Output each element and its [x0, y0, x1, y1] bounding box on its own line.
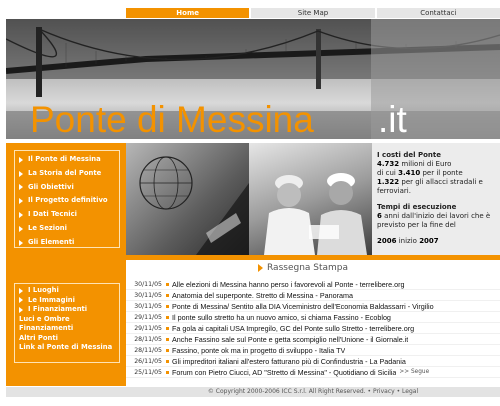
news-row[interactable]: 29/11/05 Il ponte sullo stretto ha un nuovo amico, si chiama Fassino - Ecoblog — [126, 312, 500, 323]
workers-photo — [249, 143, 372, 255]
menu-item[interactable] — [19, 286, 115, 296]
menu-item[interactable] — [19, 296, 115, 306]
more-link[interactable]: >> Segue — [399, 369, 430, 375]
news-link[interactable]: Anatomia del superponte. Stretto di Messina - Panorama — [172, 290, 353, 300]
menu-item-label: Il Progetto definitivo — [28, 196, 108, 205]
secondary-menu — [14, 283, 120, 363]
arrow-icon — [19, 288, 23, 294]
orange-separator — [126, 255, 500, 260]
news-link[interactable]: Anche Fassino sale sul Ponte e getta scompiglio nell'Unione - il Giornale.it — [172, 334, 409, 344]
footer: © Copyright 2000-2006 ICC S.r.l. All Right Reserved. • Privacy • Legal — [6, 387, 500, 397]
news-link[interactable]: Alle elezioni di Messina hanno perso i favorevoli al Ponte - terrelibere.org — [172, 279, 405, 289]
news-row[interactable]: 28/11/05 Anche Fassino sale sul Ponte e getta scompiglio nell'Unione - il Giornale.it — [126, 334, 500, 345]
menu-item[interactable] — [19, 324, 115, 334]
time-heading: Tempi di esecuzione — [377, 203, 457, 211]
news-row[interactable]: 30/11/05 Ponte di Messina/ Sentito alla DIA Viceministro dell'Economia Baldassarri - Virgilio — [126, 301, 500, 312]
costs-total: 4.732 milioni di Euro — [377, 160, 452, 168]
news-link[interactable]: Fassino, ponte ok ma in progetto di sviluppo - Italia TV — [172, 345, 346, 355]
news-link[interactable]: Il ponte sullo stretto ha un nuovo amico, si chiama Fassino - Ecoblog — [172, 312, 391, 322]
menu-item[interactable] — [19, 208, 115, 222]
news-list — [126, 279, 500, 378]
menu-item-label: La Storia del Ponte — [28, 168, 102, 177]
arrow-icon — [19, 226, 23, 232]
bullet-icon — [166, 371, 169, 374]
hero-title: Ponte di Messina — [30, 99, 314, 139]
hero-tld: .it — [378, 99, 407, 139]
arrow-icon — [19, 297, 23, 303]
news-link[interactable]: Fa gola ai capitali USA Impregilo, GC del Ponte sullo Stretto - terrelibere.org — [172, 323, 415, 333]
top-nav — [126, 8, 500, 19]
tab-home[interactable]: Home — [126, 8, 251, 18]
menu-item-label: Altri Ponti — [19, 333, 58, 342]
menu-item[interactable] — [19, 181, 115, 195]
bullet-icon — [166, 360, 169, 363]
menu-item-label: Luci e Ombre — [19, 314, 70, 323]
menu-item-label: I Finanziamenti — [28, 305, 88, 313]
arrow-icon — [19, 212, 23, 218]
bullet-icon — [166, 327, 169, 330]
news-row[interactable]: 30/11/05 Anatomia del superponte. Stretto di Messina - Panorama — [126, 290, 500, 301]
news-row[interactable]: 25/11/05 Forum con Pietro Ciucci, AD "Stretto di Messina" - Quotidiano di Sicilia >> Segue — [126, 367, 500, 378]
menu-item-label: Link al Ponte di Messina — [19, 343, 113, 351]
costs-heading: I costi del Ponte — [377, 151, 441, 159]
menu-item[interactable] — [19, 222, 115, 236]
main-menu — [14, 150, 120, 248]
menu-item[interactable] — [19, 236, 115, 250]
costs-bridge: di cui 3.410 per il ponte — [377, 169, 463, 177]
news-link[interactable]: Forum con Pietro Ciucci, AD "Stretto di Messina" - Quotidiano di Sicilia — [172, 367, 397, 377]
menu-item[interactable] — [19, 194, 115, 208]
menu-item-label: Le Sezioni — [28, 223, 67, 232]
menu-item-label: I Luoghi — [28, 286, 59, 294]
arrow-icon — [19, 240, 23, 246]
bullet-icon — [166, 316, 169, 319]
menu-item-label: Le Immagini — [28, 295, 75, 304]
rassegna-title: Rassegna Stampa — [258, 263, 348, 273]
arrow-icon — [19, 171, 23, 177]
costs-links: 1.322 per gli allacci stradali e ferroviari. — [377, 178, 483, 195]
menu-item-label: Gli Elementi — [28, 237, 75, 246]
news-row[interactable]: 28/11/05 Fassino, ponte ok ma in progetto di sviluppo - Italia TV — [126, 345, 500, 356]
hero-banner — [6, 19, 500, 139]
menu-item[interactable] — [19, 343, 115, 353]
menu-item-label: I Dati Tecnici — [28, 210, 77, 219]
tab-site-map[interactable]: Site Map — [251, 8, 376, 18]
bullet-icon — [166, 294, 169, 297]
time-years: 6 anni dall'inizio dei lavori che è previsto per la fine del — [377, 212, 491, 229]
menu-item-label: Gli Obiettivi — [28, 182, 74, 191]
menu-item-label: Finanziamenti — [19, 324, 74, 332]
menu-item-label: Il Ponte di Messina — [28, 155, 101, 163]
bullet-icon — [166, 283, 169, 286]
time-range: 2006 inizio 2007 — [377, 237, 439, 245]
bullet-icon — [166, 305, 169, 308]
news-link[interactable]: Ponte di Messina/ Sentito alla DIA Viceministro dell'Economia Baldassarri - Virgilio — [172, 301, 434, 311]
costs-panel — [372, 143, 500, 255]
photo-strip — [126, 143, 372, 255]
menu-item[interactable] — [19, 153, 115, 167]
arrow-icon — [19, 307, 23, 313]
news-link[interactable]: Gli impreditori italiani all'estero fatturano più di Confindustria - La Padania — [172, 356, 406, 366]
news-row[interactable]: 30/11/05 Alle elezioni di Messina hanno perso i favorevoli al Ponte - terrelibere.org — [126, 279, 500, 290]
arrow-icon — [19, 198, 23, 204]
menu-item[interactable] — [19, 315, 115, 325]
arrow-icon — [258, 264, 263, 272]
arrow-icon — [19, 157, 23, 163]
news-row[interactable]: 26/11/05 Gli impreditori italiani all'estero fatturano più di Confindustria - La Padania — [126, 356, 500, 367]
menu-item[interactable] — [19, 305, 115, 315]
bullet-icon — [166, 338, 169, 341]
bullet-icon — [166, 349, 169, 352]
tab-contattaci[interactable]: Contattaci — [420, 9, 457, 17]
news-row[interactable]: 29/11/05 Fa gola ai capitali USA Impregilo, GC del Ponte sullo Stretto - terrelibere.org — [126, 323, 500, 334]
menu-item[interactable] — [19, 167, 115, 181]
menu-item[interactable] — [19, 334, 115, 344]
arrow-icon — [19, 184, 23, 190]
globe-photo — [126, 143, 249, 255]
